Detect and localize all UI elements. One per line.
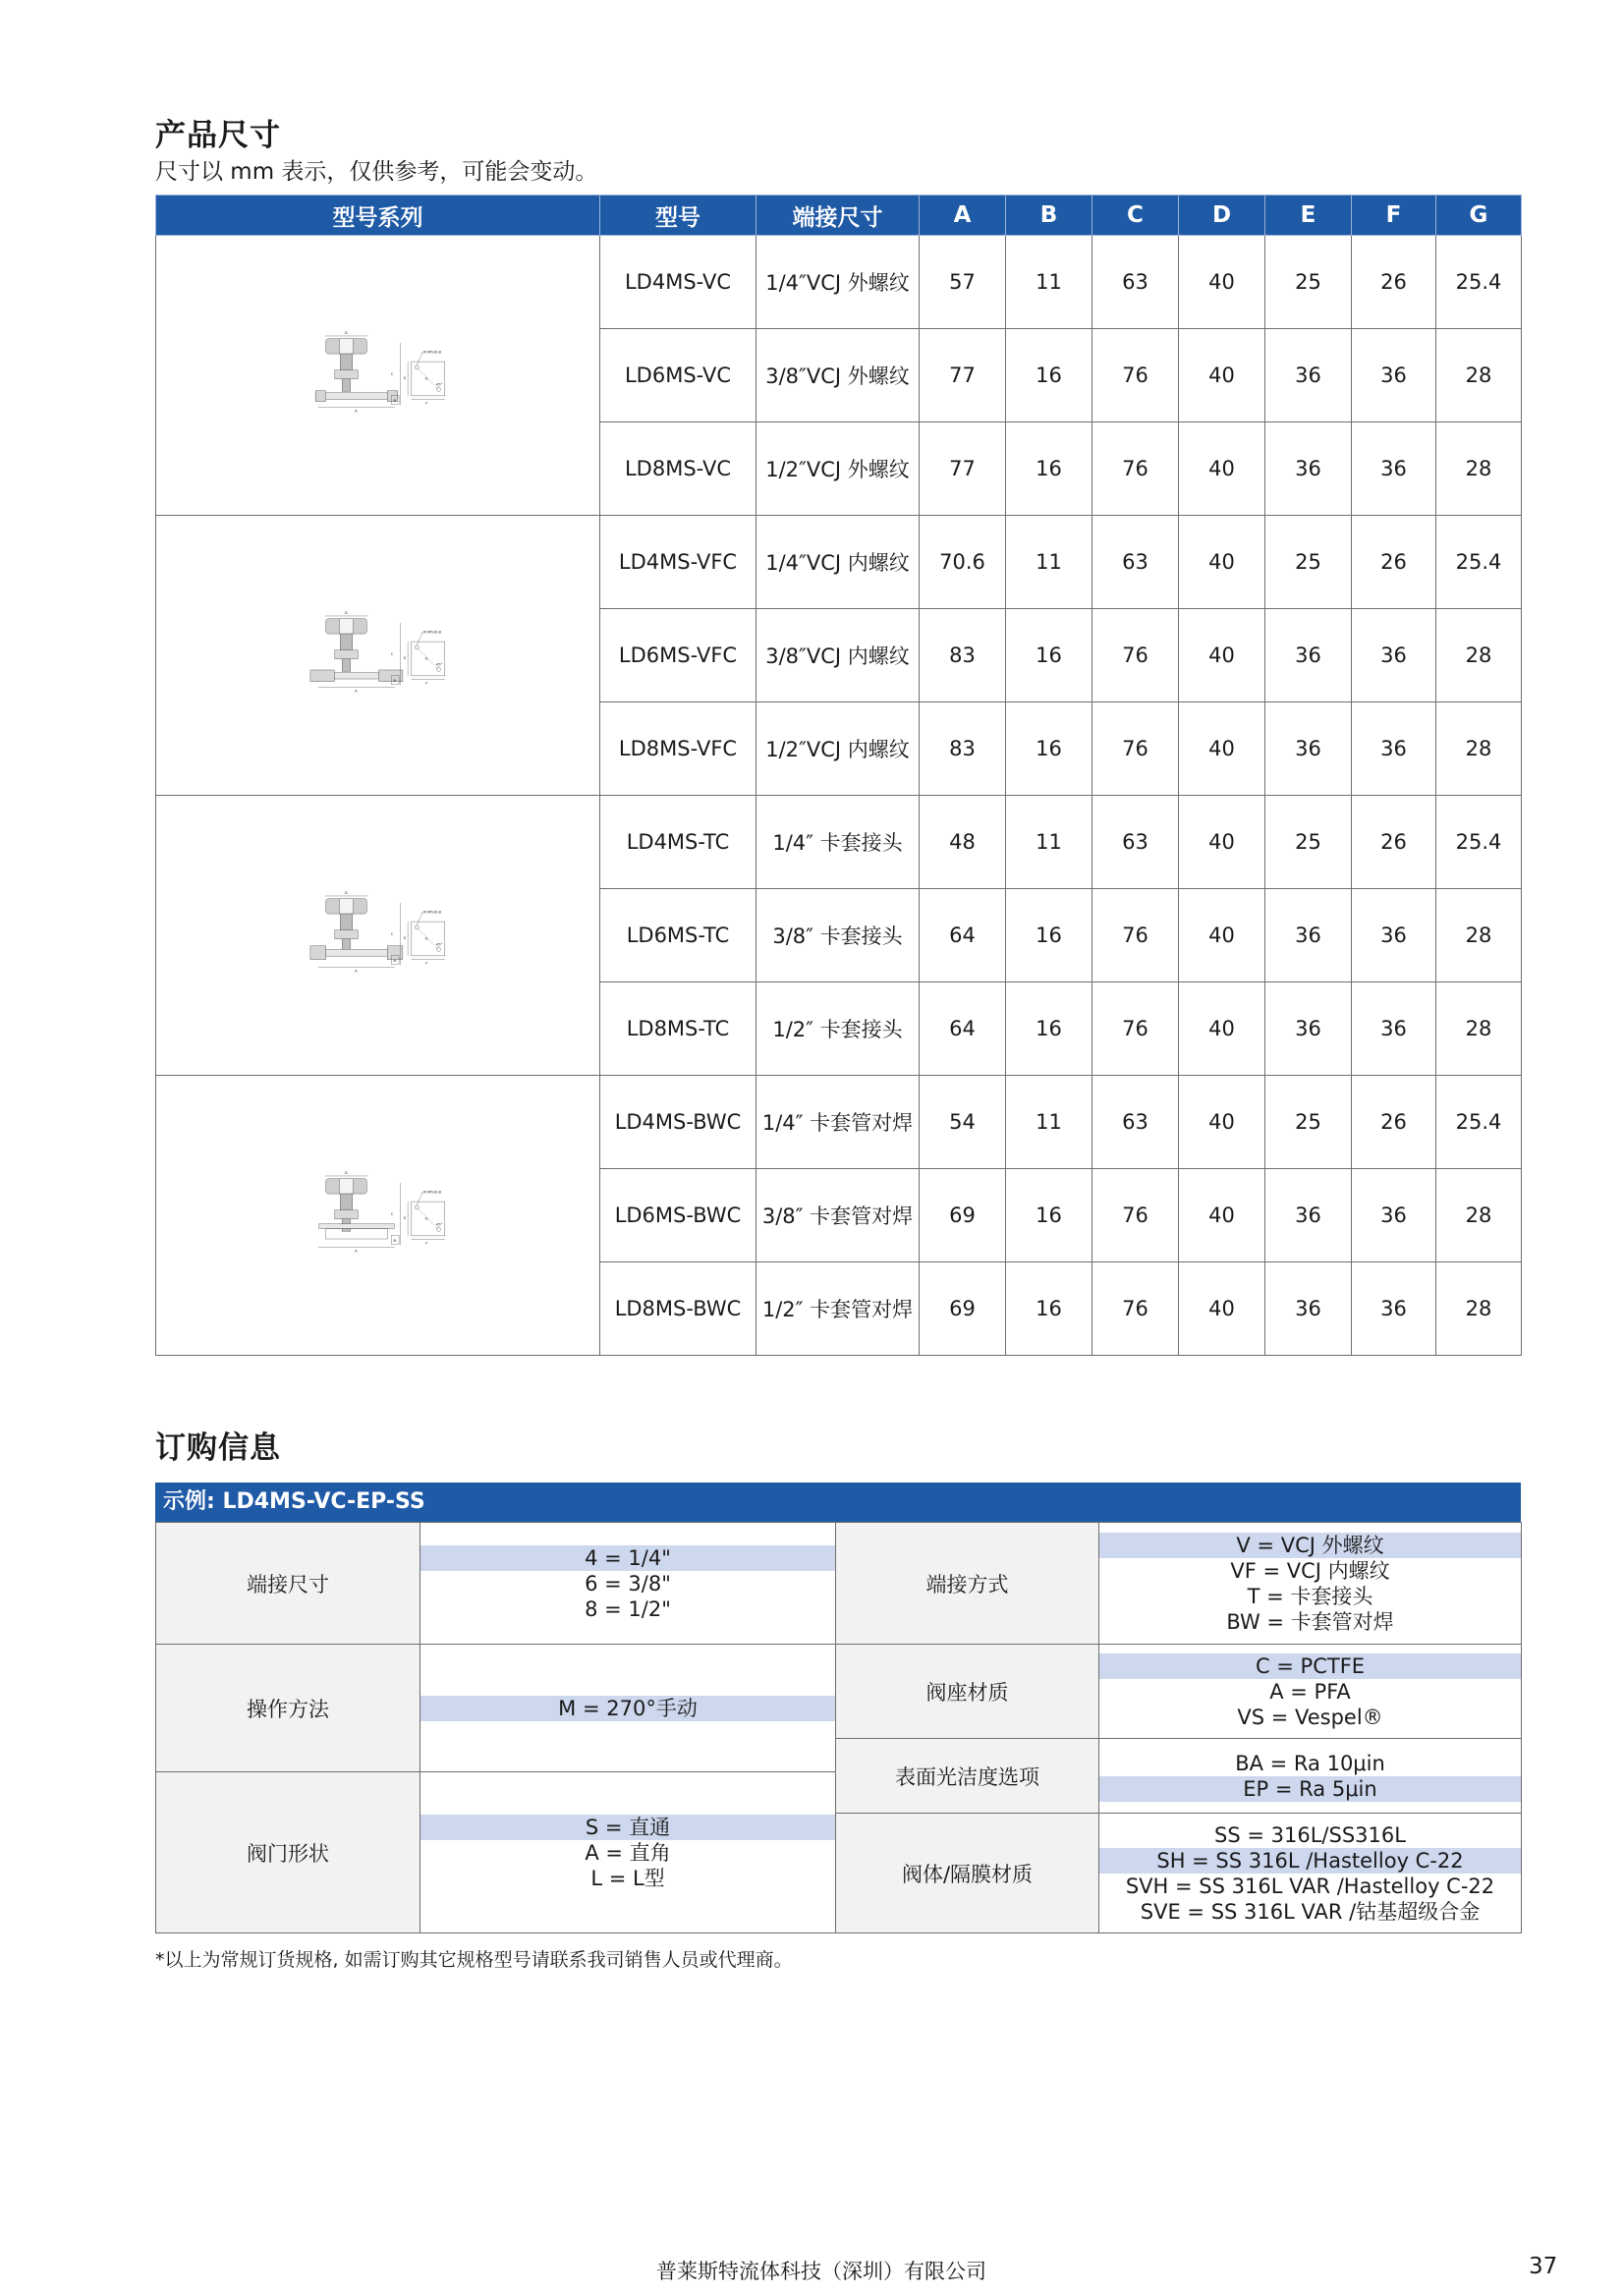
- label-seat: 阀座材质: [836, 1645, 1099, 1739]
- dim-label-f: F: [425, 1240, 428, 1246]
- cell-end-size: 1/2″VCJ 内螺纹: [756, 702, 920, 796]
- cell-model: LD6MS-VFC: [600, 609, 756, 702]
- order-option: V = VCJ 外螺纹: [1099, 1533, 1521, 1558]
- cell-g: 28: [1436, 1169, 1522, 1262]
- cell-end-size: 3/8″VCJ 内螺纹: [756, 609, 920, 702]
- cell-b: 16: [1006, 609, 1092, 702]
- cell-model: LD6MS-TC: [600, 889, 756, 982]
- cell-e: 36: [1265, 889, 1352, 982]
- dim-label-b: B: [393, 957, 397, 963]
- label-shape: 阀门形状: [156, 1772, 420, 1933]
- cell-f: 36: [1352, 889, 1436, 982]
- dim-label-g: G: [424, 655, 428, 661]
- cell-b: 16: [1006, 982, 1092, 1076]
- dim-label-g: G: [424, 935, 428, 941]
- options-seat: [1099, 1645, 1522, 1739]
- cell-e: 36: [1265, 1169, 1352, 1262]
- cell-a: 54: [920, 1076, 1006, 1169]
- options-finish: [1099, 1739, 1522, 1814]
- cell-a: 69: [920, 1262, 1006, 1356]
- angle-label: 45°: [435, 1221, 443, 1227]
- label-operation: 操作方法: [156, 1645, 420, 1772]
- cell-d: 40: [1179, 982, 1265, 1076]
- order-example-bar: 示例: LD4MS-VC-EP-SS: [155, 1483, 1521, 1522]
- cell-model: LD4MS-TC: [600, 796, 756, 889]
- table-row: [156, 516, 1522, 609]
- dim-label-c: C: [390, 371, 394, 376]
- order-option: VF = VCJ 内螺纹: [1230, 1558, 1390, 1583]
- thread-callout: 2-M5x0.8: [423, 909, 441, 915]
- dim-label-a: A: [355, 688, 358, 694]
- dim-label-e: E: [403, 934, 407, 940]
- cell-e: 36: [1265, 1262, 1352, 1356]
- options-body: [1099, 1814, 1522, 1933]
- dim-label-d: D: [344, 609, 348, 615]
- cell-g: 25.4: [1436, 796, 1522, 889]
- order-option: BA = Ra 10μin: [1235, 1751, 1385, 1775]
- cell-end-size: 3/8″ 卡套管对焊: [756, 1169, 920, 1262]
- cell-a: 77: [920, 329, 1006, 422]
- cell-e: 25: [1265, 1076, 1352, 1169]
- header-f: F: [1352, 196, 1436, 236]
- cell-g: 28: [1436, 982, 1522, 1076]
- cell-f: 36: [1352, 1262, 1436, 1356]
- dim-label-b: B: [393, 397, 397, 403]
- cell-e: 25: [1265, 236, 1352, 329]
- valve-dimension-drawing: [160, 889, 595, 981]
- cell-c: 76: [1092, 702, 1179, 796]
- cell-c: 76: [1092, 422, 1179, 516]
- order-option: T = 卡套接头: [1247, 1584, 1373, 1608]
- order-option: 4 = 1/4": [420, 1545, 835, 1571]
- valve-drawing-cell: [156, 796, 600, 1076]
- dim-label-b: B: [393, 1237, 397, 1243]
- dim-label-c: C: [390, 1211, 394, 1216]
- header-model: 型号: [600, 196, 756, 236]
- valve-drawing-cell: [156, 516, 600, 796]
- cell-d: 40: [1179, 516, 1265, 609]
- cell-c: 76: [1092, 1262, 1179, 1356]
- cell-f: 36: [1352, 982, 1436, 1076]
- dim-label-d: D: [344, 889, 348, 895]
- cell-end-size: 1/4″ 卡套接头: [756, 796, 920, 889]
- cell-g: 28: [1436, 889, 1522, 982]
- order-option: S = 直通: [420, 1815, 835, 1840]
- cell-model: LD4MS-VC: [600, 236, 756, 329]
- footer-company: 普莱斯特流体科技（深圳）有限公司: [656, 2260, 986, 2283]
- footnote: *以上为常规订货规格, 如需订购其它规格型号请联系我司销售人员或代理商。: [155, 1949, 793, 1971]
- thread-callout: 2-M5x0.8: [423, 1189, 441, 1195]
- dimensions-note: 尺寸以 mm 表示，仅供参考，可能会变动。: [155, 159, 598, 185]
- section-title-ordering: 订购信息: [155, 1430, 281, 1466]
- cell-model: LD6MS-BWC: [600, 1169, 756, 1262]
- cell-model: LD8MS-VC: [600, 422, 756, 516]
- dim-label-f: F: [425, 400, 428, 406]
- label-finish: 表面光洁度选项: [836, 1739, 1099, 1814]
- order-option: SH = SS 316L /Hastelloy C-22: [1099, 1848, 1521, 1874]
- cell-end-size: 3/8″VCJ 外螺纹: [756, 329, 920, 422]
- header-series: 型号系列: [156, 196, 600, 236]
- label-connection: 端接方式: [836, 1523, 1099, 1645]
- cell-d: 40: [1179, 609, 1265, 702]
- dim-label-f: F: [425, 960, 428, 966]
- order-option: BW = 卡套管对焊: [1226, 1609, 1394, 1634]
- cell-end-size: 1/2″ 卡套接头: [756, 982, 920, 1076]
- header-a: A: [920, 196, 1006, 236]
- cell-b: 16: [1006, 889, 1092, 982]
- cell-f: 36: [1352, 1169, 1436, 1262]
- order-option: A = 直角: [585, 1840, 671, 1865]
- label-end-size: 端接尺寸: [156, 1523, 420, 1645]
- cell-end-size: 1/4″VCJ 外螺纹: [756, 236, 920, 329]
- cell-e: 25: [1265, 516, 1352, 609]
- cell-g: 28: [1436, 422, 1522, 516]
- cell-model: LD8MS-TC: [600, 982, 756, 1076]
- cell-b: 11: [1006, 236, 1092, 329]
- order-option: SVH = SS 316L VAR /Hastelloy C-22: [1125, 1874, 1495, 1898]
- cell-c: 63: [1092, 516, 1179, 609]
- cell-end-size: 1/4″VCJ 内螺纹: [756, 516, 920, 609]
- cell-d: 40: [1179, 1169, 1265, 1262]
- header-d: D: [1179, 196, 1265, 236]
- cell-b: 11: [1006, 796, 1092, 889]
- cell-f: 26: [1352, 236, 1436, 329]
- cell-end-size: 1/2″ 卡套管对焊: [756, 1262, 920, 1356]
- cell-b: 16: [1006, 329, 1092, 422]
- cell-model: LD8MS-VFC: [600, 702, 756, 796]
- cell-g: 28: [1436, 1262, 1522, 1356]
- cell-f: 26: [1352, 796, 1436, 889]
- order-option: 8 = 1/2": [585, 1596, 671, 1621]
- thread-callout: 2-M5x0.8: [423, 349, 441, 355]
- dim-label-e: E: [403, 654, 407, 660]
- angle-label: 45°: [435, 941, 443, 947]
- options-end-size: [420, 1523, 836, 1645]
- cell-a: 70.6: [920, 516, 1006, 609]
- header-c: C: [1092, 196, 1179, 236]
- dim-label-b: B: [393, 677, 397, 683]
- cell-c: 63: [1092, 1076, 1179, 1169]
- cell-b: 16: [1006, 1262, 1092, 1356]
- options-operation: [420, 1645, 836, 1772]
- order-option: L = L型: [590, 1866, 665, 1890]
- order-option: SS = 316L/SS316L: [1214, 1822, 1406, 1847]
- cell-d: 40: [1179, 1262, 1265, 1356]
- table-row: [156, 1076, 1522, 1169]
- order-option: 6 = 3/8": [585, 1571, 671, 1595]
- cell-e: 36: [1265, 422, 1352, 516]
- cell-f: 36: [1352, 422, 1436, 516]
- dim-label-c: C: [390, 931, 394, 936]
- cell-e: 36: [1265, 702, 1352, 796]
- dim-label-e: E: [403, 374, 407, 380]
- cell-model: LD6MS-VC: [600, 329, 756, 422]
- cell-d: 40: [1179, 889, 1265, 982]
- cell-model: LD4MS-VFC: [600, 516, 756, 609]
- cell-e: 36: [1265, 329, 1352, 422]
- label-body: 阀体/隔膜材质: [836, 1814, 1099, 1933]
- cell-f: 36: [1352, 609, 1436, 702]
- cell-c: 76: [1092, 982, 1179, 1076]
- valve-drawing-cell: [156, 236, 600, 516]
- cell-e: 25: [1265, 796, 1352, 889]
- dim-label-c: C: [390, 651, 394, 656]
- dim-label-f: F: [425, 680, 428, 686]
- header-end-size: 端接尺寸: [756, 196, 920, 236]
- cell-d: 40: [1179, 702, 1265, 796]
- options-shape: [420, 1772, 836, 1933]
- cell-d: 40: [1179, 1076, 1265, 1169]
- cell-a: 83: [920, 702, 1006, 796]
- cell-g: 25.4: [1436, 236, 1522, 329]
- valve-drawing-cell: [156, 1076, 600, 1356]
- valve-dimension-drawing: [160, 1169, 595, 1261]
- cell-c: 63: [1092, 796, 1179, 889]
- cell-d: 40: [1179, 329, 1265, 422]
- cell-g: 28: [1436, 702, 1522, 796]
- order-option: EP = Ra 5μin: [1099, 1776, 1521, 1802]
- cell-b: 16: [1006, 1169, 1092, 1262]
- cell-c: 63: [1092, 236, 1179, 329]
- cell-g: 28: [1436, 609, 1522, 702]
- cell-c: 76: [1092, 329, 1179, 422]
- order-option: M = 270°手动: [420, 1696, 835, 1721]
- cell-d: 40: [1179, 422, 1265, 516]
- dim-label-d: D: [344, 329, 348, 335]
- dim-label-a: A: [355, 1248, 358, 1254]
- cell-a: 57: [920, 236, 1006, 329]
- cell-a: 69: [920, 1169, 1006, 1262]
- cell-model: LD4MS-BWC: [600, 1076, 756, 1169]
- cell-b: 11: [1006, 1076, 1092, 1169]
- dim-label-g: G: [424, 375, 428, 381]
- cell-g: 25.4: [1436, 1076, 1522, 1169]
- dim-label-e: E: [403, 1214, 407, 1220]
- dimensions-header-row: [156, 196, 1522, 236]
- order-option: SVE = SS 316L VAR /钴基超级合金: [1140, 1899, 1481, 1924]
- angle-label: 45°: [435, 381, 443, 387]
- cell-e: 36: [1265, 982, 1352, 1076]
- cell-b: 16: [1006, 422, 1092, 516]
- cell-c: 76: [1092, 889, 1179, 982]
- cell-b: 16: [1006, 702, 1092, 796]
- dimensions-table: [155, 195, 1522, 1356]
- cell-f: 36: [1352, 702, 1436, 796]
- cell-b: 11: [1006, 516, 1092, 609]
- angle-label: 45°: [435, 661, 443, 667]
- table-row: [156, 796, 1522, 889]
- dim-label-a: A: [355, 968, 358, 974]
- header-e: E: [1265, 196, 1352, 236]
- options-connection: [1099, 1523, 1522, 1645]
- cell-c: 76: [1092, 1169, 1179, 1262]
- cell-c: 76: [1092, 609, 1179, 702]
- cell-a: 64: [920, 889, 1006, 982]
- cell-d: 40: [1179, 796, 1265, 889]
- cell-end-size: 1/2″VCJ 外螺纹: [756, 422, 920, 516]
- valve-dimension-drawing: [160, 329, 595, 421]
- ordering-table: [155, 1522, 1522, 1933]
- cell-f: 36: [1352, 329, 1436, 422]
- cell-g: 25.4: [1436, 516, 1522, 609]
- cell-f: 26: [1352, 516, 1436, 609]
- cell-end-size: 3/8″ 卡套接头: [756, 889, 920, 982]
- dim-label-d: D: [344, 1169, 348, 1175]
- thread-callout: 2-M5x0.8: [423, 629, 441, 635]
- table-row: [156, 236, 1522, 329]
- cell-a: 48: [920, 796, 1006, 889]
- header-b: B: [1006, 196, 1092, 236]
- section-title-dimensions: 产品尺寸: [155, 118, 281, 153]
- order-option: C = PCTFE: [1099, 1653, 1521, 1679]
- cell-end-size: 1/4″ 卡套管对焊: [756, 1076, 920, 1169]
- dim-label-a: A: [355, 408, 358, 414]
- cell-g: 28: [1436, 329, 1522, 422]
- cell-a: 77: [920, 422, 1006, 516]
- cell-d: 40: [1179, 236, 1265, 329]
- header-g: G: [1436, 196, 1522, 236]
- order-option: A = PFA: [1269, 1679, 1351, 1704]
- cell-model: LD8MS-BWC: [600, 1262, 756, 1356]
- cell-f: 26: [1352, 1076, 1436, 1169]
- cell-a: 64: [920, 982, 1006, 1076]
- order-option: VS = Vespel®: [1237, 1705, 1383, 1729]
- cell-e: 36: [1265, 609, 1352, 702]
- cell-a: 83: [920, 609, 1006, 702]
- page-number: 37: [1529, 2254, 1558, 2279]
- dim-label-g: G: [424, 1215, 428, 1221]
- valve-dimension-drawing: [160, 609, 595, 701]
